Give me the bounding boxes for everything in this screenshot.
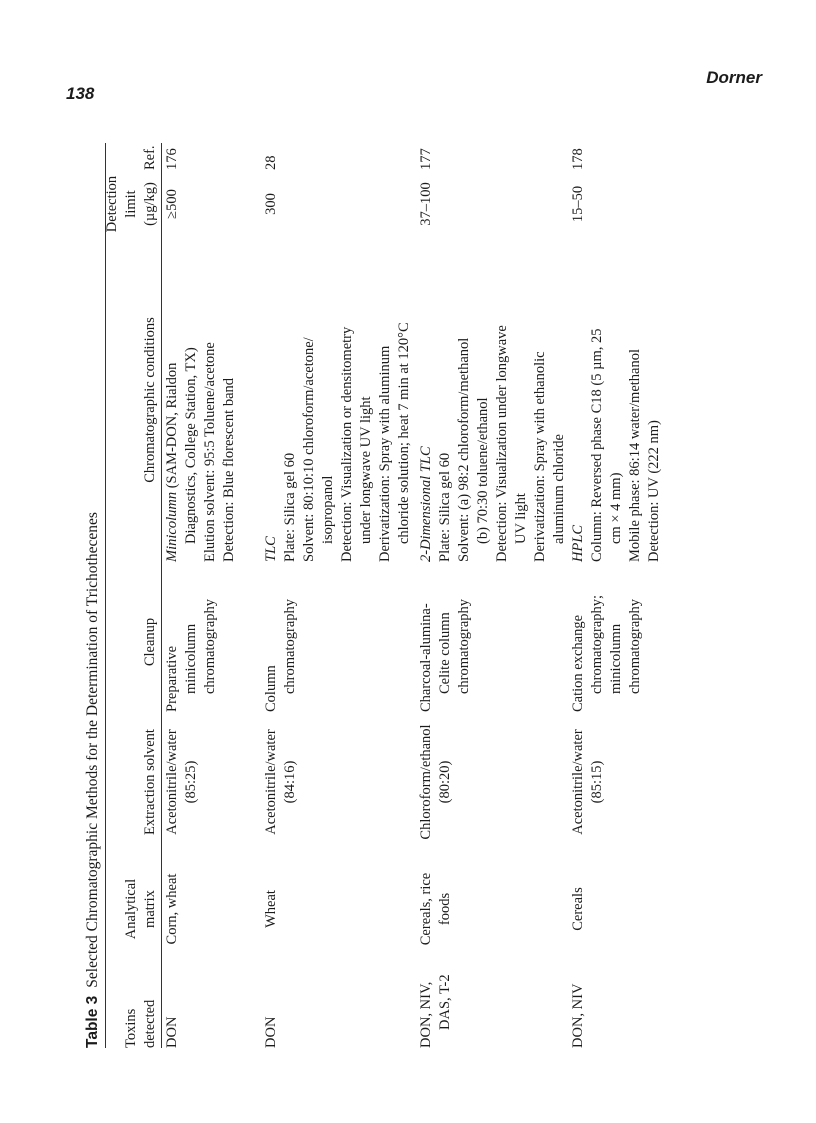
condition-text: Detection: Blue florescent band — [221, 377, 237, 562]
cell-detection-limit: 300 — [263, 193, 279, 215]
cell-conditions-line — [645, 238, 664, 562]
cell-conditions-line — [569, 238, 588, 562]
condition-text: (SAM-DON, Rialdon — [164, 362, 180, 492]
cell-conditions-line — [436, 238, 455, 562]
table-title: Selected Chromatographic Methods for the Determination of Trichothecenes — [84, 512, 101, 988]
cell-conditions-line — [531, 238, 550, 562]
cell-solvent-line: Acetonitrile/water — [263, 729, 279, 835]
cell-conditions-line — [338, 238, 357, 562]
condition-method: 2-Dimensional TLC — [418, 446, 434, 562]
cell-conditions-line — [262, 238, 281, 562]
rotated-table — [84, 143, 724, 1048]
cell-conditions-line — [626, 238, 645, 562]
cell-solvent — [417, 720, 455, 844]
cell-conditions-line — [550, 238, 569, 562]
cell-conditions-line — [319, 238, 338, 562]
cell-detection-limit: 15–50 — [570, 185, 586, 223]
cell-cleanup-line: minicolumn — [608, 623, 624, 694]
cell-cleanup-line: Charcoal-alumina- — [418, 603, 434, 712]
header-detection — [103, 172, 160, 236]
cell-cleanup-line: chromatography — [202, 598, 218, 694]
cell-conditions-line — [417, 238, 436, 562]
cell-conditions-line — [201, 238, 220, 562]
header-conditions: Chromatographic conditions — [142, 317, 158, 483]
cell-detection-limit: 37–100 — [418, 182, 434, 226]
cell-ref: 178 — [570, 148, 586, 170]
cell-conditions-line — [281, 238, 300, 562]
condition-text: Solvent: (a) 98:2 chloroform/methanol — [456, 337, 472, 562]
condition-text: Detection: Visualization under longwave — [494, 325, 510, 562]
condition-text: Plate: Silica gel 60 — [437, 452, 453, 562]
cell-conditions-line — [455, 238, 474, 562]
cell-matrix — [417, 854, 455, 964]
top-rule — [105, 143, 106, 1048]
header-detection-line: Detection — [104, 175, 120, 233]
condition-text: Plate: Silica gel 60 — [282, 452, 298, 562]
header-toxins-line: Toxins — [123, 1008, 139, 1048]
cell-toxins — [417, 958, 455, 1048]
cell-conditions-line — [220, 238, 239, 562]
cell-ref: 176 — [164, 148, 180, 170]
condition-text: Elution solvent: 95:5 Toluene/acetone — [202, 342, 218, 562]
cell-cleanup — [163, 572, 220, 712]
cell-conditions-line — [493, 238, 512, 562]
table-label: Table 3 — [84, 995, 101, 1048]
cell-solvent — [262, 720, 300, 844]
cell-toxins-line: DON, NIV — [570, 983, 586, 1048]
cell-detection-limit: ≥500 — [164, 189, 180, 219]
cell-conditions — [262, 238, 414, 562]
cell-solvent-line: (85:15) — [589, 760, 605, 804]
cell-cleanup-line: Preparative — [164, 645, 180, 712]
header-ref: Ref. — [142, 145, 158, 170]
header-matrix-line: matrix — [142, 890, 158, 928]
condition-text: Diagnostics, College Station, TX) — [183, 347, 199, 544]
header-solvent: Extraction solvent — [142, 729, 158, 835]
cell-solvent-line: Chloroform/ethanol — [418, 724, 434, 840]
cell-conditions-line — [357, 238, 376, 562]
cell-solvent-line: Acetonitrile/water — [164, 729, 180, 835]
condition-method: TLC — [263, 536, 279, 562]
condition-text: Derivatization: Spray with aluminum — [377, 345, 393, 562]
cell-conditions — [417, 238, 569, 562]
cell-conditions-line — [395, 238, 414, 562]
cell-toxins-line: DAS, T-2 — [437, 974, 453, 1030]
cell-conditions-line — [607, 238, 626, 562]
cell-solvent-line: (84:16) — [282, 760, 298, 804]
cell-ref: 28 — [263, 155, 279, 170]
cell-cleanup-line: chromatography; — [589, 594, 605, 694]
cell-conditions-line — [163, 238, 182, 562]
condition-text: cm × 4 mm) — [608, 472, 624, 544]
condition-text: (b) 70:30 toluene/ethanol — [475, 397, 491, 544]
cell-toxins-line: DON — [164, 1016, 180, 1048]
header-toxins-line: detected — [142, 999, 158, 1048]
cell-cleanup — [569, 572, 645, 712]
cell-matrix-line: Corn, wheat — [164, 873, 180, 945]
cell-matrix-line: Cereals — [570, 887, 586, 931]
cell-conditions-line — [376, 238, 395, 562]
header-toxins — [122, 976, 160, 1048]
cell-matrix-line: Cereals, rice — [418, 872, 434, 946]
cell-cleanup-line: Cation exchange — [570, 614, 586, 712]
cell-matrix-line: foods — [437, 892, 453, 926]
cell-cleanup — [417, 572, 474, 712]
condition-method: Minicolumn — [164, 491, 180, 562]
condition-text: isopropanol — [320, 475, 336, 544]
cell-matrix-line: Wheat — [263, 890, 279, 928]
header-cleanup: Cleanup — [142, 617, 158, 667]
table-caption — [84, 512, 102, 1048]
condition-text: Detection: UV (222 nm) — [646, 420, 662, 562]
cell-cleanup-line: Celite column — [437, 612, 453, 694]
cell-cleanup-line: chromatography — [627, 598, 643, 694]
cell-solvent — [163, 720, 201, 844]
cell-solvent — [569, 720, 607, 844]
condition-text: Column: Reversed phase C18 (5 µm, 25 — [589, 328, 605, 562]
cell-toxins-line: DON — [263, 1016, 279, 1048]
condition-text: Mobile phase: 86:14 water/methanol — [627, 348, 643, 562]
running-head: Dorner — [706, 68, 762, 87]
condition-text: aluminum chloride — [551, 434, 567, 544]
header-matrix-line: Analytical — [123, 878, 139, 940]
cell-toxins — [163, 958, 182, 1048]
condition-method: HPLC — [570, 524, 586, 562]
cell-ref: 177 — [418, 148, 434, 170]
cell-cleanup-line: Column — [263, 665, 279, 712]
cell-solvent-line: Acetonitrile/water — [570, 729, 586, 835]
cell-toxins — [569, 958, 588, 1048]
condition-text: chloride solution; heat 7 min at 120°C — [396, 322, 412, 544]
cell-conditions-line — [512, 238, 531, 562]
cell-toxins-line: DON, NIV, — [418, 981, 434, 1048]
cell-matrix — [163, 854, 182, 964]
header-rule — [161, 143, 162, 1048]
cell-toxins — [262, 958, 281, 1048]
condition-text: Derivatization: Spray with ethanolic — [532, 351, 548, 562]
cell-solvent-line: (80:20) — [437, 760, 453, 804]
cell-conditions-line — [474, 238, 493, 562]
header-detection-line: (µg/kg) — [142, 182, 158, 226]
condition-text: Detection: Visualization or densitometry — [339, 326, 355, 562]
cell-conditions-line — [182, 238, 201, 562]
cell-cleanup-line: minicolumn — [183, 623, 199, 694]
condition-text: UV light — [513, 493, 529, 544]
cell-cleanup-line: chromatography — [282, 598, 298, 694]
cell-conditions — [569, 238, 664, 562]
header-detection-line: limit — [123, 190, 139, 218]
cell-matrix — [569, 854, 588, 964]
cell-conditions-line — [300, 238, 319, 562]
cell-conditions — [163, 238, 239, 562]
header-matrix — [122, 854, 160, 964]
page-number: 138 — [66, 84, 95, 103]
cell-cleanup-line: chromatography — [456, 598, 472, 694]
condition-text: under longwave UV light — [358, 396, 374, 544]
condition-text: Solvent: 80:10:10 chloroform/acetone/ — [301, 337, 317, 562]
cell-matrix — [262, 854, 281, 964]
cell-solvent-line: (85:25) — [183, 760, 199, 804]
cell-cleanup — [262, 572, 300, 712]
cell-conditions-line — [588, 238, 607, 562]
